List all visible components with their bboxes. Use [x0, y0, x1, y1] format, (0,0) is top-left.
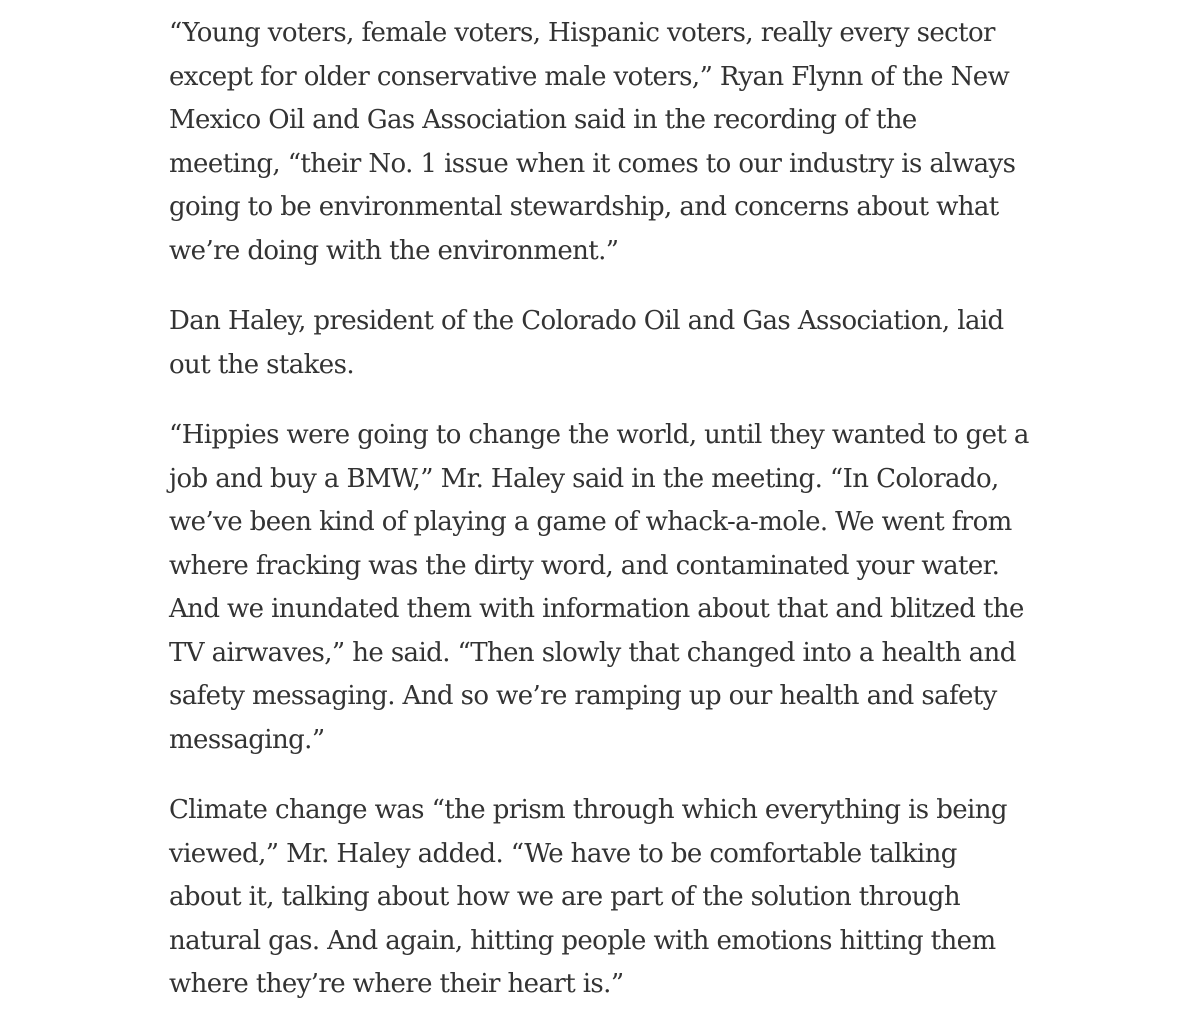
text-line: we’ve been kind of playing a game of whack-a-mole. We went from [169, 507, 1012, 537]
paragraph-haley-hippies-quote [169, 414, 1049, 762]
text-line: where fracking was the dirty word, and contaminated your water. [169, 550, 1000, 581]
text-line: going to be environmental stewardship, and concerns about what [169, 192, 999, 222]
text-line: except for older conservative male voters,” Ryan Flynn of the New [169, 61, 1010, 92]
text-line: TV airwaves,” he said. “Then slowly that changed into a health and [169, 637, 1016, 668]
text-line: “Hippies were going to change the world, until they wanted to get a [169, 420, 1029, 450]
text-line: we’re doing with the environment.” [169, 235, 619, 266]
text-line: safety messaging. And so we’re ramping up our health and safety [169, 681, 997, 711]
text-line: about it, talking about how we are part of the solution through [169, 882, 960, 912]
text-line: where they’re where their heart is.” [169, 969, 624, 999]
paragraph-flynn-quote [169, 12, 1049, 273]
paragraph-climate-change [169, 789, 1049, 1007]
text-line: Climate change was “the prism through which everything is being [169, 795, 1007, 825]
text-line: out the stakes. [169, 349, 354, 380]
text-line: messaging.” [169, 724, 325, 755]
text-line: Mexico Oil and Gas Association said in the recording of the [169, 105, 917, 135]
text-line: natural gas. And again, hitting people with emotions hitting them [169, 925, 996, 956]
paragraph-haley-intro [169, 300, 1049, 387]
text-line: job and buy a BMW,” Mr. Haley said in the meeting. “In Colorado, [169, 463, 999, 494]
article-body [169, 12, 1049, 1034]
text-line: viewed,” Mr. Haley added. “We have to be comfortable talking [169, 838, 957, 869]
text-line: “Young voters, female voters, Hispanic voters, really every sector [169, 18, 995, 48]
text-line: And we inundated them with information about that and blitzed the [169, 594, 1024, 624]
text-line: Dan Haley, president of the Colorado Oil and Gas Association, laid [169, 306, 1004, 336]
text-line: meeting, “their No. 1 issue when it comes to our industry is always [169, 148, 1016, 179]
